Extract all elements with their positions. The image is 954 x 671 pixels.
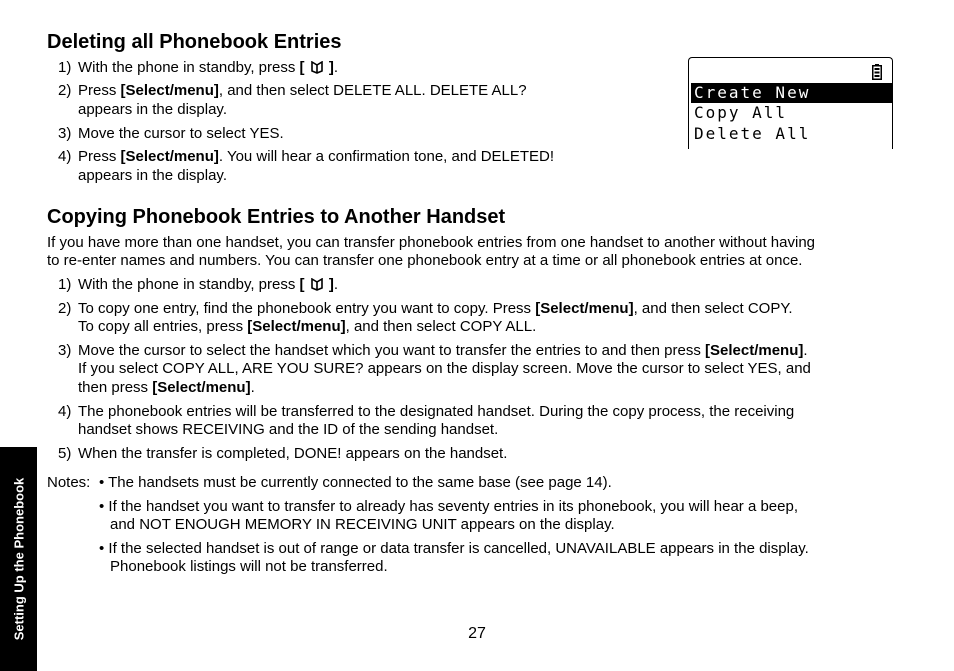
page-number: 27 (468, 625, 486, 642)
section-title-delete-all: Deleting all Phonebook Entries (47, 31, 342, 53)
copy-intro-line-2: to re-enter names and numbers. You can transfer one phonebook entry at a time or all phonebook entries at once. (47, 252, 803, 269)
section-title-copy: Copying Phonebook Entries to Another Handset (47, 206, 506, 228)
display-row-create-new: Create New (691, 83, 892, 103)
note-item: • If the handset you want to transfer to already has seventy entries in its phonebook, you will hear a beep, (99, 498, 799, 515)
phonebook-key-icon (310, 278, 324, 291)
note-item-cont: and NOT ENOUGH MEMORY IN RECEIVING UNIT appears on the display. (110, 516, 615, 533)
side-tab-label: Setting Up the Phonebook (11, 477, 26, 641)
copy-intro-line-1: If you have more than one handset, you can transfer phonebook entries from one handset to another without having (47, 234, 816, 251)
note-item: • The handsets must be currently connected to the same base (see page 14). (99, 474, 612, 491)
note-item: • If the selected handset is out of range or data transfer is cancelled, UNAVAILABLE appears in the display. (99, 540, 809, 557)
phonebook-key-icon (310, 61, 324, 74)
display-row-delete-all: Delete All (694, 124, 811, 143)
note-item-cont: Phonebook listings will not be transferred. (110, 558, 388, 575)
display-row-copy-all: Copy All (694, 103, 788, 122)
notes-label: Notes: (47, 474, 91, 491)
battery-icon (872, 64, 882, 80)
handset-display (688, 57, 893, 149)
